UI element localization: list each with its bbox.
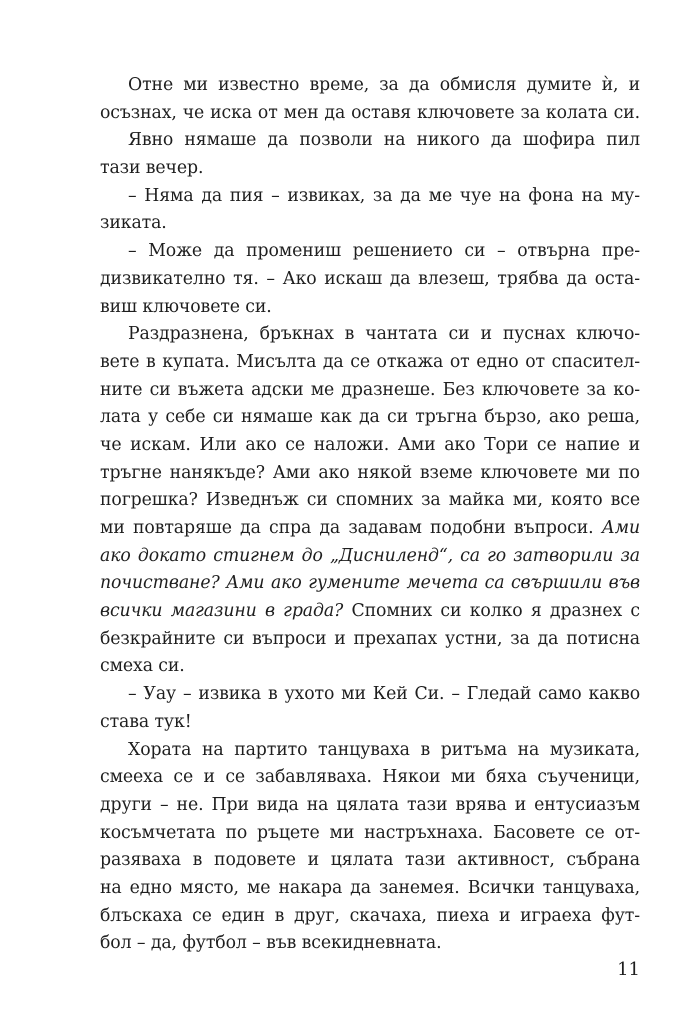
text-line <box>100 543 640 571</box>
text-line: ните си въжета адски ме дразнеше. Без ключовете за ко- <box>100 379 640 400</box>
text-line <box>100 598 640 626</box>
text-line <box>100 570 640 598</box>
text-line: – Уау – извика в ухото ми Кей Си. – Гледай само какво <box>128 684 640 705</box>
text-line: че искам. Или ако се наложи. Ами ако Тори се напие и <box>100 434 640 455</box>
text-line: виш ключовете си. <box>100 296 272 317</box>
text-line: осъзнах, че иска от мен да оставя ключовете за колата си. <box>100 102 640 123</box>
text-line: Хората на партито танцуваха в ритъма на музиката, <box>128 739 640 760</box>
body-text <box>100 72 640 958</box>
italic-text: ако докато стигнем до „Дисниленд“, са го затворили за <box>100 545 640 566</box>
text-line: – Няма да пия – извиках, за да ме чуе на фона на му- <box>128 185 640 206</box>
text-line: бол – да, футбол – във всекидневната. <box>100 933 442 954</box>
text-line: Отне ми известно време, за да обмисля думите ѝ, и <box>128 75 640 95</box>
text-line-part: Спомних си колко я дразнех с <box>343 601 640 622</box>
text-line-part: ми повтаряше да спра да задавам подобни въпроси. <box>100 518 602 538</box>
text-line: други – не. При вида на цялата тази врява и ентусиазъм <box>100 794 640 815</box>
text-line: косъмчетата по ръцете ми настръхнаха. Басовете се от- <box>100 822 640 843</box>
text-line: зиката. <box>100 213 167 234</box>
text-line: разяваха в подовете и цялата тази активност, събрана <box>100 850 640 871</box>
text-line: Раздразнена, бръкнах в чантата си и пуснах ключо- <box>128 324 640 345</box>
italic-text: почистване? Ами ако гумените мечета са свършили във <box>100 573 640 594</box>
text-line: вете в купата. Мисълта да се откажа от едно от спасител- <box>100 351 640 372</box>
text-line: блъскаха се един в друг, скачаха, пиеха и играеха фут- <box>100 905 640 926</box>
page-number: 11 <box>617 959 640 980</box>
text-line: безкрайните си въпроси и прехапах устни, за да потисна <box>100 628 640 649</box>
text-line: дизвикателно тя. – Ако искаш да влезеш, трябва да оста- <box>100 268 640 289</box>
italic-text: всички магазини в града? <box>100 601 344 622</box>
text-line: лата у себе си нямаше как да си тръгна бързо, ако реша, <box>100 407 640 428</box>
text-line: на едно място, ме накара да занемея. Всички танцуваха, <box>100 877 640 898</box>
text-line: погрешка? Изведнъж си спомних за майка ми, която все <box>100 490 640 511</box>
text-line: Явно нямаше да позволи на никого да шофира пил <box>128 130 640 151</box>
text-line <box>100 515 640 543</box>
text-line: тази вечер. <box>100 158 204 179</box>
italic-text: Ами <box>601 518 640 538</box>
text-line: тръгне нанякъде? Ами ако някой вземе ключовете ми по <box>100 462 640 483</box>
text-line: става тук! <box>100 711 192 732</box>
text-line: смееха се и се забавляваха. Някои ми бяха съученици, <box>100 767 640 788</box>
text-line: – Може да промениш решението си – отвърна пре- <box>128 241 640 262</box>
text-line: смеха си. <box>100 656 185 677</box>
